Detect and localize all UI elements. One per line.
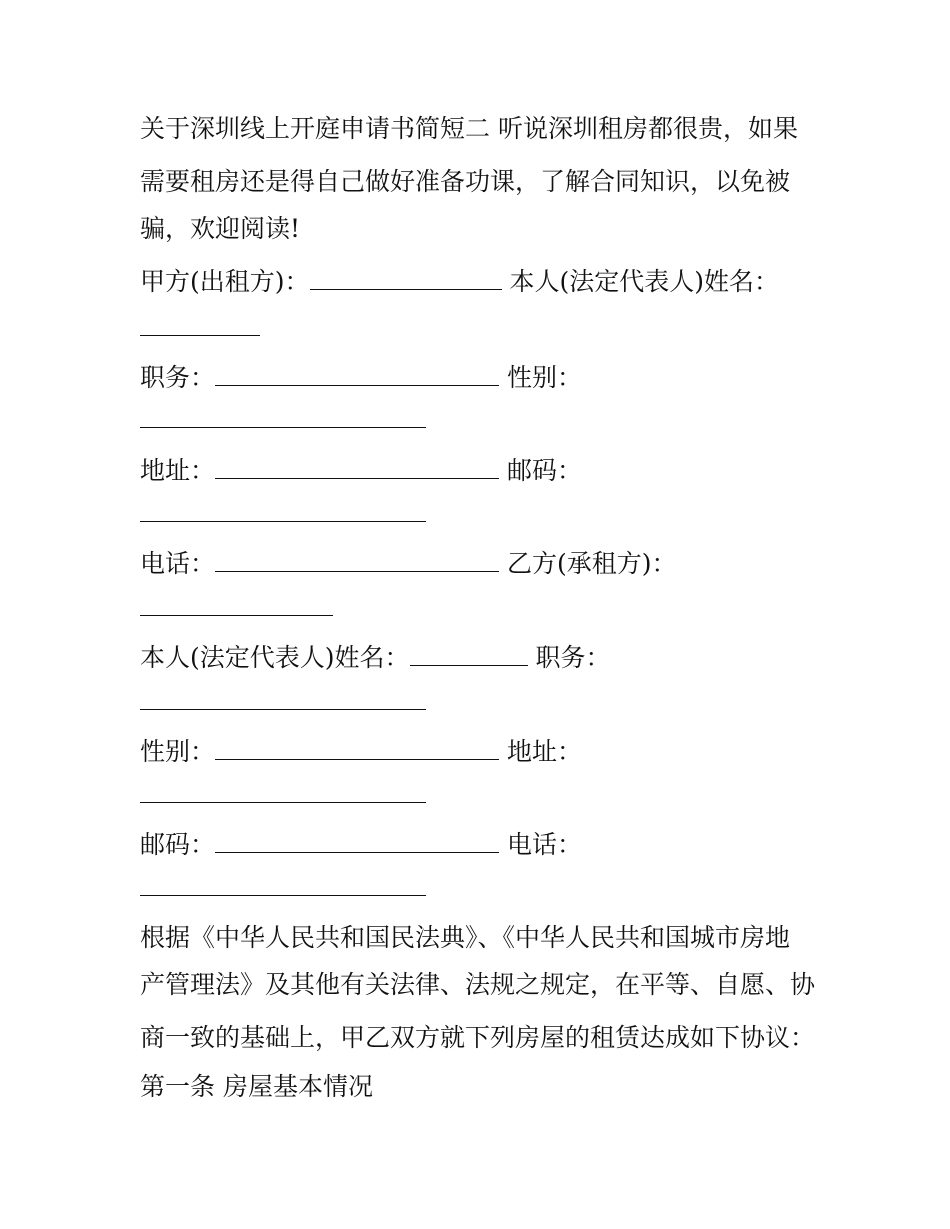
party-a-postcode-blank[interactable] xyxy=(140,499,426,522)
party-b-phone-blank[interactable] xyxy=(140,873,426,896)
party-a-postcode-label: 邮码： xyxy=(507,456,583,485)
party-b-address-row xyxy=(140,779,426,811)
party-b-name-row xyxy=(140,592,333,624)
party-b-label: 乙方(承租方)： xyxy=(507,549,677,578)
party-b-phone-label: 电话： xyxy=(507,830,583,859)
party-a-address-blank[interactable] xyxy=(215,456,499,479)
party-a-rep-name-row xyxy=(140,312,260,344)
party-a-address-row xyxy=(140,455,582,487)
party-a-gender-row xyxy=(140,404,426,436)
party-a-title-blank[interactable] xyxy=(215,363,499,386)
preamble-line-2: 产管理法》及其他有关法律、法规之规定，在平等、自愿、协 xyxy=(140,970,816,999)
party-b-title-blank[interactable] xyxy=(140,687,426,710)
preamble-line-3: 商一致的基础上，甲乙双方就下列房屋的租赁达成如下协议： xyxy=(140,1023,816,1052)
party-a-rep-name-blank[interactable] xyxy=(140,313,260,336)
intro-line-1: 关于深圳线上开庭申请书简短二 听说深圳租房都很贵，如果 xyxy=(140,114,798,143)
intro-line-3: 骗，欢迎阅读! xyxy=(140,214,301,243)
party-b-postcode-row xyxy=(140,829,582,861)
party-b-name-blank[interactable] xyxy=(140,593,333,616)
preamble-line-1: 根据《中华人民共和国民法典》、《中华人民共和国城市房地 xyxy=(140,923,791,952)
party-b-rep-name-row xyxy=(140,642,611,674)
party-a-title-label: 职务： xyxy=(140,363,216,392)
party-a-phone-label: 电话： xyxy=(140,549,216,578)
party-b-rep-name-label: 本人(法定代表人)姓名： xyxy=(140,643,410,672)
party-a-gender-blank[interactable] xyxy=(140,405,426,428)
party-b-postcode-blank[interactable] xyxy=(215,830,499,853)
party-b-address-blank[interactable] xyxy=(140,780,426,803)
party-a-rep-name-label: 本人(法定代表人)姓名： xyxy=(509,267,780,296)
party-a-row xyxy=(140,266,779,298)
party-b-rep-name-blank[interactable] xyxy=(410,643,528,666)
party-b-title-row xyxy=(140,686,426,718)
party-b-gender-label: 性别： xyxy=(140,737,216,766)
party-a-address-label: 地址： xyxy=(140,456,216,485)
party-a-gender-label: 性别： xyxy=(507,363,583,392)
party-b-gender-blank[interactable] xyxy=(215,737,499,760)
party-b-title-label: 职务： xyxy=(535,643,611,672)
party-b-postcode-label: 邮码： xyxy=(140,830,216,859)
party-a-phone-row xyxy=(140,548,677,580)
party-a-postcode-row xyxy=(140,498,426,530)
party-b-gender-row xyxy=(140,736,582,768)
article-1-heading: 第一条 房屋基本情况 xyxy=(140,1072,373,1101)
party-a-title-row xyxy=(140,362,582,394)
party-a-phone-blank[interactable] xyxy=(215,549,499,572)
party-a-name-blank[interactable] xyxy=(310,267,502,290)
intro-line-2: 需要租房还是得自己做好准备功课，了解合同知识，以免被 xyxy=(140,167,791,196)
party-b-address-label: 地址： xyxy=(507,737,583,766)
party-a-label: 甲方(出租方)： xyxy=(140,267,310,296)
party-b-phone-row xyxy=(140,872,426,904)
